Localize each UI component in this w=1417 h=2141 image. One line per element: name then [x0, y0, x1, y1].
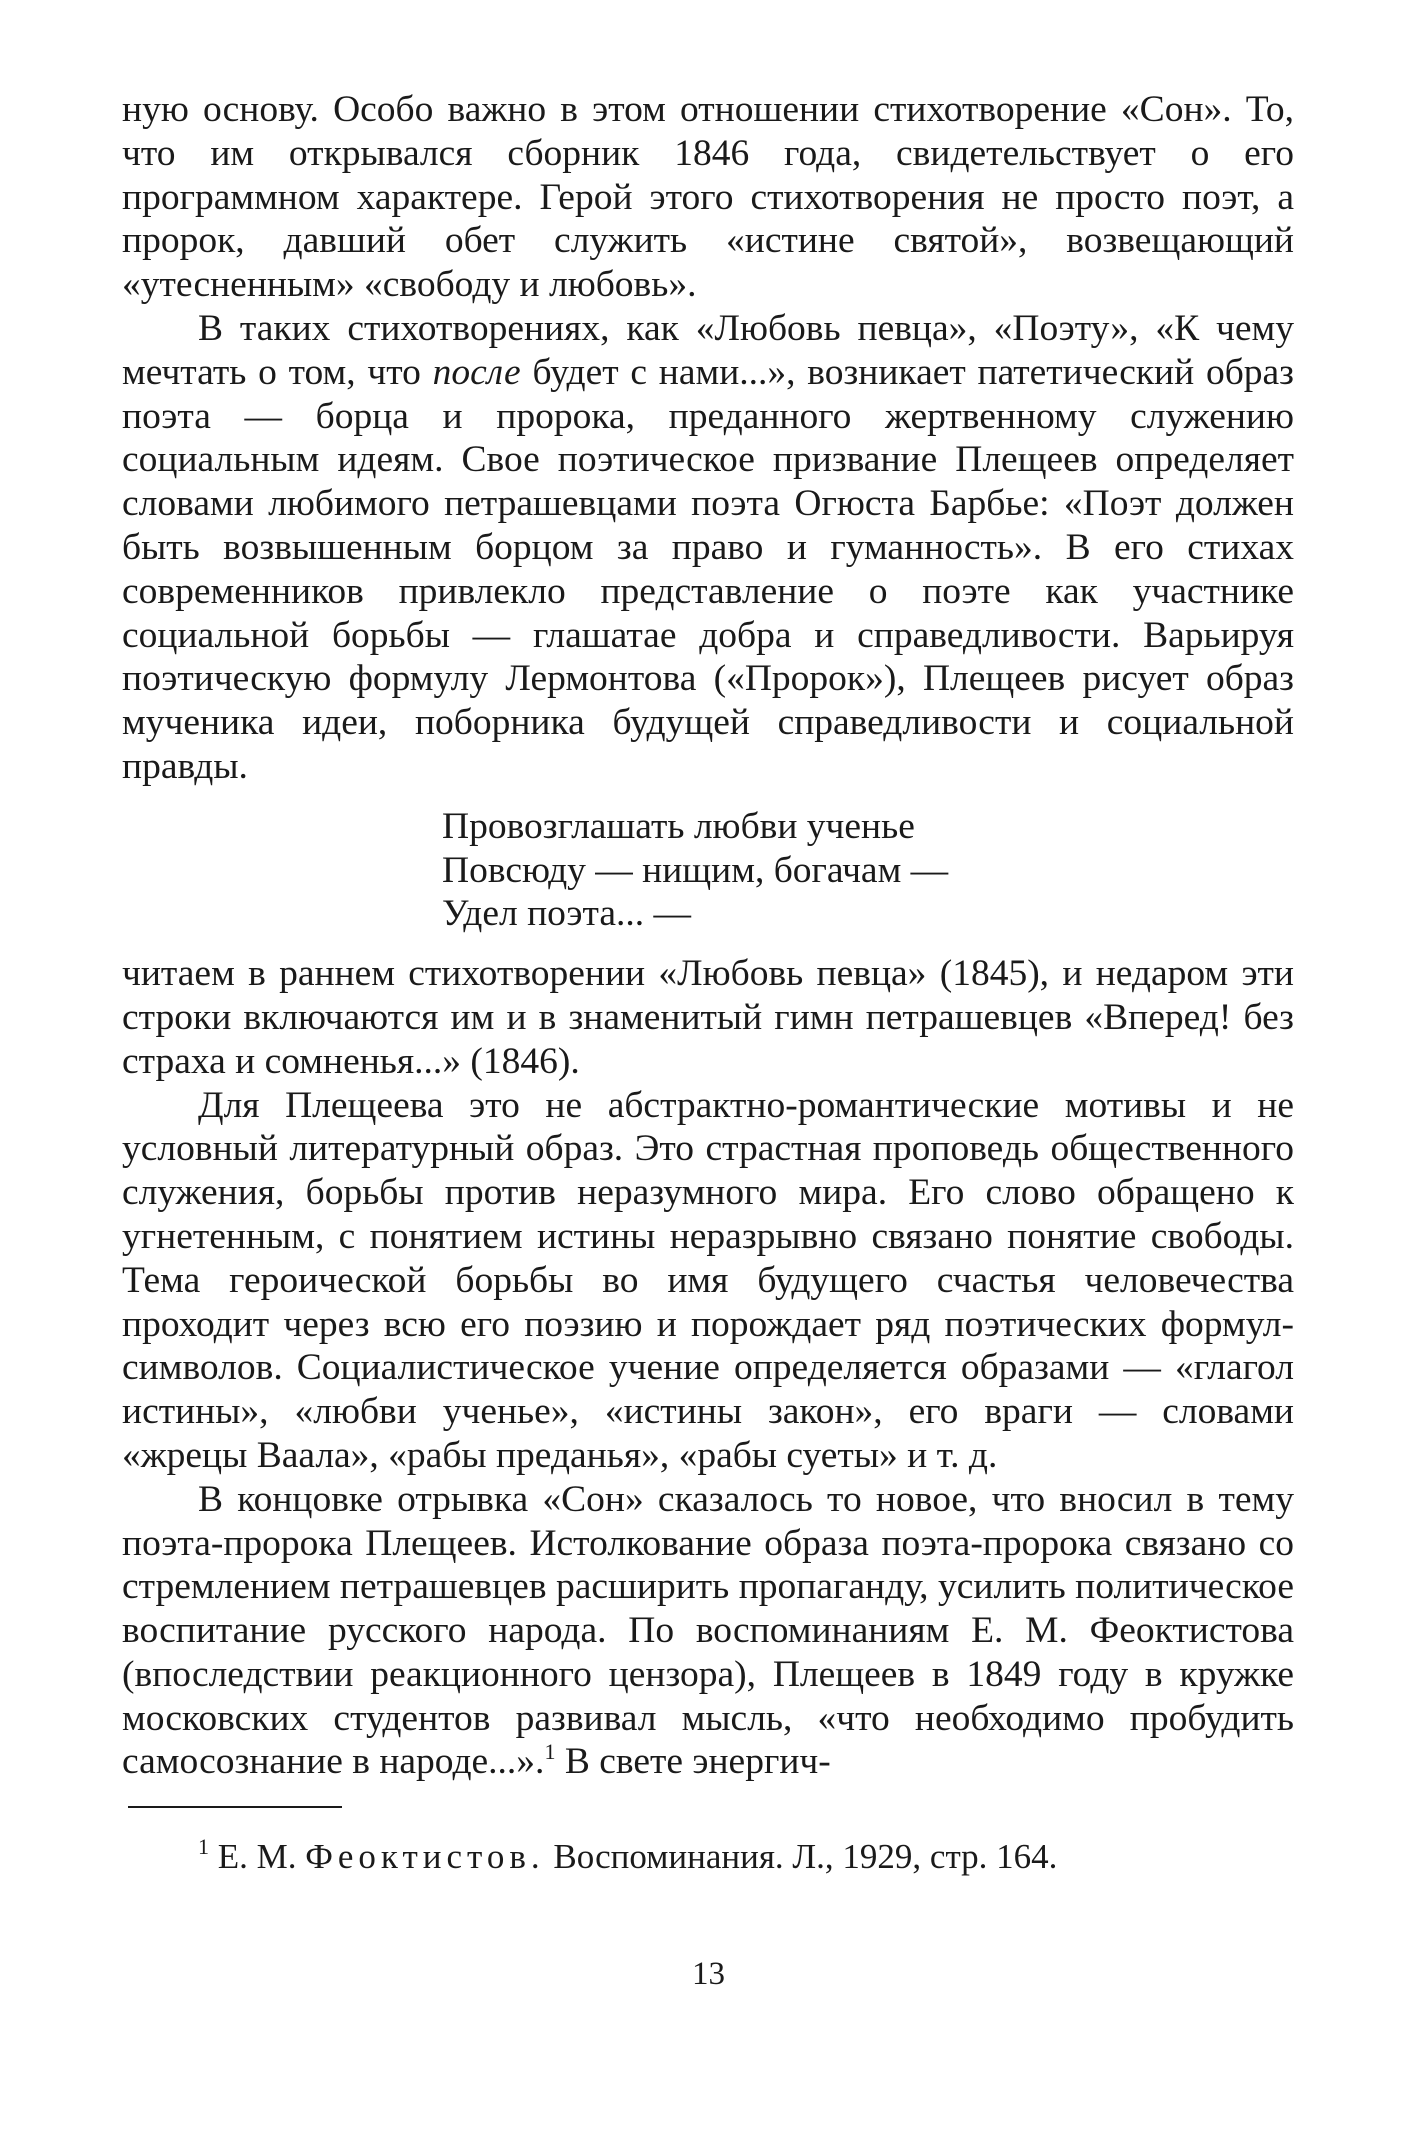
verse-line: Повсюду — нищим, богачам — — [442, 849, 949, 891]
verse-quote — [442, 805, 1294, 936]
footnote-source: Воспоминания. Л., 1929, стр. 164. — [544, 1837, 1058, 1877]
footnote-reference[interactable]: 1 — [544, 1739, 556, 1765]
verse-line: Удел поэта... — — [442, 893, 691, 935]
italic-word: после — [432, 351, 521, 393]
page-number: 13 — [692, 1956, 725, 1992]
paragraph-2-start: В таких стихотворениях, как «Любовь певца», «Поэту», «К чему мечтать о том, что — [122, 307, 1294, 393]
paragraph-2 — [122, 307, 1294, 789]
footnote-author-initials: Е. М. — [217, 1837, 297, 1877]
footnote-mark: 1 — [198, 1834, 209, 1860]
paragraph-2-rest: будет с нами...», возникает патетический образ поэта — борца и пророка, преданного жертвенному служению социальным идеям. Свое поэтическое призвание Плещеев определяет словами любимого петрашевцами поэта Огюста Барбье: «Поэт должен быть возвышенным борцом за право и гуманность». В его стихах современников привлекло представление о поэте как участнике социальной борьбы — глашатае добра и справедливости. Варьируя поэтическую формулу Лермонтова («Пророк»), Плещеев рисует образ мученика идеи, поборника будущей справедливости и социальной правды. — [122, 351, 1294, 787]
paragraph-5 — [122, 1478, 1294, 1785]
paragraph-3: читаем в раннем стихотворении «Любовь певца» (1845), и недаром эти строки включаются им и в знаменитый гимн петрашевцев «Вперед! без страха и сомненья...» (1846). — [122, 953, 1294, 1082]
paragraph-5-tail: В свете энергич- — [555, 1741, 831, 1783]
paragraph-5-text: В концовке отрывка «Сон» сказалось то новое, что вносил в тему поэта-пророка Плещеев. Истолкование образа поэта-пророка связано со стремлением петрашевцев расширить пропаганду, усилить политическое воспитание русского народа. По воспоминаниям Е. М. Феоктистова (впоследствии реакционного цензора), Плещеев в 1849 году в кружке московских студентов развивал мысль, «что необходимо пробудить самосознание в народе...». — [122, 1478, 1294, 1783]
footnote-author-surname: Феоктистов. — [305, 1837, 545, 1877]
footnote-divider — [128, 1806, 342, 1808]
verse-line: Провозглашать любви ученье — [442, 805, 915, 847]
paragraph-1: ную основу. Особо важно в этом отношении стихотворение «Сон». То, что им открывался сборник 1846 года, свидетельствует о его программном характере. Герой этого стихотворения не просто поэт, а пророк, давший обет служить «истине святой», возвещающий «утесненным» «свободу и любовь». — [122, 89, 1294, 306]
paragraph-4: Для Плещеева это не абстрактно-романтические мотивы и не условный литературный образ. Это страстная проповедь общественного служения, борьбы против неразумного мира. Его слово обращено к угнетенным, с понятием истины неразрывно связано понятие свободы. Тема героической борьбы во имя будущего счастья человечества проходит через всю его поэзию и порождает ряд поэтических формул-символов. Социалистическое учение определяется образами — «глагол истины», «любви ученье», «истины закон», его враги — словами «жрецы Ваала», «рабы преданья», «рабы суеты» и т. д. — [122, 1084, 1294, 1476]
page-body — [122, 88, 1294, 1878]
footnote — [198, 1836, 1294, 1878]
